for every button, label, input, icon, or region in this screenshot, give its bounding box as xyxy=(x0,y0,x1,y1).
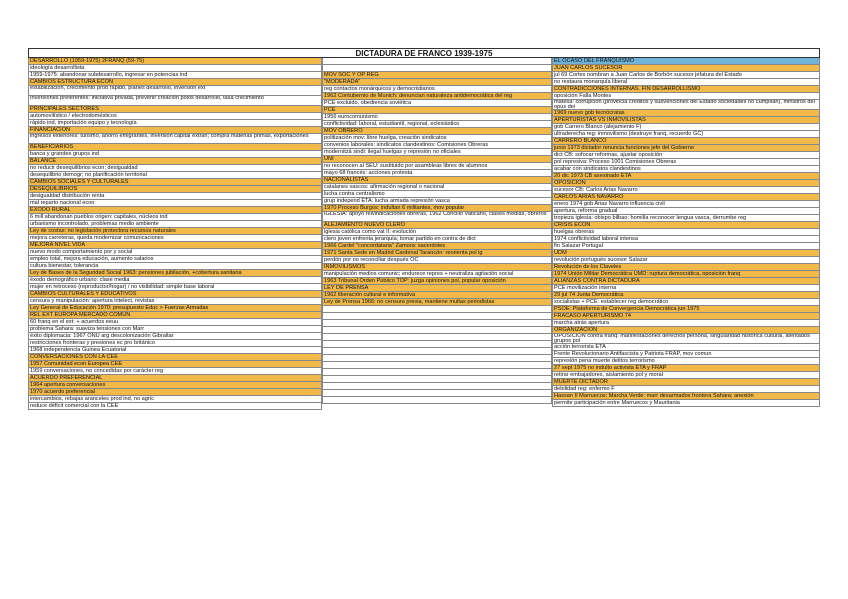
table-cell: banca y grandes grupos ind xyxy=(28,151,322,158)
table-cell: lucha contra centralismo xyxy=(322,191,552,198)
section-heading-cell: 1957 Comunidad econ Europea CEE xyxy=(28,361,322,368)
section-heading-cell: 1969 nuevo gob tecnócratas xyxy=(552,110,820,117)
table-cell: reg contactos monárquicos y democristianos xyxy=(322,86,552,93)
table-cell: manipulación medios comunic; endurece repres + neutraliza agitación social xyxy=(322,271,552,278)
section-heading-cell: CRISIS ECON xyxy=(552,222,820,229)
table-cell: ingresos exteriores: turismo, ahorro emigrantes, inversión capital extran; compra materias primas, exportaciones xyxy=(28,134,322,144)
section-heading-cell: 1962 Contubernio de Munich: denuncian naturaleza antidemocrática del reg xyxy=(322,93,552,100)
section-heading-cell: ACUERDO PREFERENCIAL xyxy=(28,375,322,382)
section-heading-cell: "MODERADA" xyxy=(322,79,552,86)
table-cell: nuevo modo comportamiento por y social xyxy=(28,249,322,256)
section-heading-cell: 1963 Tribunal Orden Público TOP: juzga opiniones pol, popular oposición xyxy=(322,278,552,285)
table-cell: censura y manipulación: apertura intelect, revistas xyxy=(28,298,322,305)
table-cell: represión pena muerte delitos terrorismo xyxy=(552,358,820,365)
table-cell: sucesor CB: Carlos Arias Navarro xyxy=(552,187,820,194)
table-cell: clero joven enfrenta jerarquía; tomar partido en contra de dict xyxy=(322,236,552,243)
table-cell: empleo total, mejora educación, aumento salarios xyxy=(28,256,322,263)
table-cell: rápido ind, importación equipo y tecnología xyxy=(28,120,322,127)
section-heading-cell: 1970 acuerdo preferencial xyxy=(28,389,322,396)
section-heading-cell: PCE xyxy=(322,107,552,114)
table-cell: enero 1974 gob Arias Navarro influencia civil xyxy=(552,201,820,208)
section-heading-cell: 1971 Santa Sede en Madrid Cardenal Tarancón: reorienta pol ig xyxy=(322,250,552,257)
section-heading-cell: EL OCASO DEL FRANQUISMO xyxy=(552,58,820,65)
section-heading-cell: 1962 liberación cultural e informativa xyxy=(322,292,552,299)
section-heading-cell: PSOE: Plataforma de Convergencia Democrática jun 1975 xyxy=(552,306,820,313)
section-heading-cell: ALIANZAS CONTRA DICTADURA xyxy=(552,278,820,285)
table-cell: jul 69 Cortes nombran a Juan Carlos de Borbón sucesor jefatura del Estado xyxy=(552,72,820,79)
section-heading-cell: PRINCIPALES SECTORES xyxy=(28,106,322,113)
table-cell: Frente Revolucionario Antifascista y Patriota FRAP, mov comun xyxy=(552,351,820,358)
section-heading-cell: DESARROLLO (1959-1975) 2FRANQ (59-75) xyxy=(28,58,322,65)
section-heading-cell: Ley de Bases de la Seguridad Social 1963: pensiones jubilación, +cobertura sanitaria xyxy=(28,270,322,277)
table-cell: tropieza iglesia: obispo bilbao: homilía reconocer lengua vasca, derrumbe reg xyxy=(552,215,820,222)
table-cell: catalanes vascos: afirmación regional o nacional xyxy=(322,184,552,191)
section-heading-cell: APERTURISTAS VS INMOVILISTAS xyxy=(552,117,820,124)
section-heading-cell: CARLOS ARIAS NAVARRO xyxy=(552,194,820,201)
table-cell: debilidad reg: enfermo F xyxy=(552,386,820,393)
table-cell: gob Carrero Blanco (alejamiento F) xyxy=(552,124,820,131)
column-oposicion xyxy=(322,58,552,404)
table-cell xyxy=(322,327,552,334)
table-cell: restricciones fronteras y presiones ec pro británico xyxy=(28,340,322,347)
section-heading-cell: 1970 Proceso Burgos: indultan 6 militantes, mov popular xyxy=(322,205,552,212)
table-cell xyxy=(322,376,552,383)
section-heading-cell: MOV OBRERO xyxy=(322,128,552,135)
table-cell xyxy=(322,397,552,404)
table-cell: no reducir desequilibrios econ; desigualdad xyxy=(28,165,322,172)
table-cell: desequilibrio demogr; no planificación territorial xyxy=(28,172,322,179)
table-cell: 1974 conflictividad laboral intensa xyxy=(552,236,820,243)
section-heading-cell: CAMBIOS ESTRUCTURA ECON xyxy=(28,79,322,86)
table-cell: 6 mill abandonan pueblos origen: capitales, núcleos ind xyxy=(28,214,322,221)
section-heading-cell: Ley de costas: no legislación protectora recursos naturales xyxy=(28,228,322,235)
section-heading-cell: CONTRADICCIONES INTERNAS. FIN DESARROLLISMO xyxy=(552,86,820,93)
section-heading-cell: 1966 Cardel "concordataria" Zamora: sacerdotes xyxy=(322,243,552,250)
section-heading-cell: 1974 Unión Militar Democrática UMD: ruptura democrática, oposición franq xyxy=(552,271,820,278)
section-heading-cell: UDM xyxy=(552,250,820,257)
column-ocaso xyxy=(552,58,820,407)
section-heading-cell: OPOSICIÓN xyxy=(552,180,820,187)
table-cell: 1968 independencia Guinea Ecuatorial xyxy=(28,347,322,354)
table-cell: mal reparto nacional econ xyxy=(28,200,322,207)
table-cell: ideología desarrollista xyxy=(28,65,322,72)
table-cell: huelgas obreras xyxy=(552,229,820,236)
section-heading-cell: CAMBIOS SOCIALES Y CULTURALES xyxy=(28,179,322,186)
table-cell: mujer en retroceso (reproductor/hogar) / no visibilidad: simple base laboral xyxy=(28,284,322,291)
table-cell: conflictividad: laboral, estudiantil, regional, eclesiástico xyxy=(322,121,552,128)
table-cell: pol represiva: Proceso 1001 Comisiones Obreras xyxy=(552,159,820,166)
section-heading-cell: 27 sept 1975 no indulto activista ETA y FRAP xyxy=(552,365,820,372)
section-heading-cell: REL EXT EUROPA MERCADO COMUN xyxy=(28,312,322,319)
table-cell: urbanismo incontrolado, problemas medio ambiente xyxy=(28,221,322,228)
section-heading-cell: FINANCIACION xyxy=(28,127,322,134)
table-cell xyxy=(322,58,552,65)
table-cell: marcha atrás apertura xyxy=(552,320,820,327)
section-heading-cell: CARRERO BLANCO xyxy=(552,138,820,145)
table-cell: éxito diplomacia: 1967 ONU arg descolonización Gibraltar xyxy=(28,333,322,340)
section-heading-cell: BENEFICIARIOS xyxy=(28,144,322,151)
table-cell: 1959-1975: abandonar subdesarrollo, ingresar en potencias ind xyxy=(28,72,322,79)
table-cell: 1959 conversaciones, no concedidas por carácter reg xyxy=(28,368,322,375)
table-cell xyxy=(322,320,552,327)
table-cell: matesa: corrupción (provincia créditos y subvenciones del Estado sociedades no cumplían), ministros del opus dei xyxy=(552,100,820,110)
table-cell xyxy=(322,341,552,348)
table-cell: PCE movilización interna xyxy=(552,285,820,292)
section-heading-cell: Revolución de los Claveles xyxy=(552,264,820,271)
section-heading-cell: JUAN CARLOS SUCESOR xyxy=(552,65,820,72)
page-title: DICTADURA DE FRANCO 1939-1975 xyxy=(28,48,820,58)
section-heading-cell: 20 dic 1973 CB asesinado ETA xyxy=(552,173,820,180)
table-cell xyxy=(322,369,552,376)
table-cell: convenios laborales: sindicatos clandestinos: Comisiones Obreras xyxy=(322,142,552,149)
table-cell: fin Salazar Portugal xyxy=(552,243,820,250)
table-cell xyxy=(322,306,552,313)
table-cell: éxodo demográfico urbano: clase media xyxy=(28,277,322,284)
section-heading-cell: 29 jul 74 Junta Democrática xyxy=(552,292,820,299)
section-heading-cell: Ley General de Educación 1970: presupuesto Educ > Fuerzas Armadas xyxy=(28,305,322,312)
section-heading-cell: MUERTE DICTADOR xyxy=(552,379,820,386)
table-cell: politización mov: libre huelga, creación sindicatos xyxy=(322,135,552,142)
table-cell: desigualdad distribución renta xyxy=(28,193,322,200)
table-cell: cultura bienestar, tolerancia xyxy=(28,263,322,270)
section-heading-cell: CONVERSACIONES CON LA CEE xyxy=(28,354,322,361)
table-cell: IGLESIA: apoyo reivindicaciones obreras, 1962 Concilio Vaticano, clases medias, obreros xyxy=(322,212,552,222)
table-cell xyxy=(322,362,552,369)
table-cell: intercambios, rebajas aranceles prod ind, no agríc xyxy=(28,396,322,403)
table-cell: mejora carreteras, queda modernizar comunicaciones xyxy=(28,235,322,242)
section-heading-cell: INMOVILISMOS xyxy=(322,264,552,271)
table-cell: retirar embajadores, aislamiento pol y moral xyxy=(552,372,820,379)
section-heading-cell: FRACASO APERTURISMO 74 xyxy=(552,313,820,320)
table-cell: 60 franq en el ext: + acuerdos eeuu xyxy=(28,319,322,326)
table-cell: permite participación entre Marruecos y Mauritania xyxy=(552,400,820,407)
column-desarrollo xyxy=(28,58,322,410)
table-cell: no restaura monarquía liberal xyxy=(552,79,820,86)
table-cell: mayo 68 francés: acciones protesta xyxy=(322,170,552,177)
section-heading-cell: MOV SOC Y OP REG xyxy=(322,72,552,79)
table-cell xyxy=(322,334,552,341)
section-heading-cell: ALEJAMIENTO NUEVO CLERO xyxy=(322,222,552,229)
section-heading-cell: CAMBIOS CULTURALES Y EDUCATIVOS xyxy=(28,291,322,298)
table-cell: estabilización, crecimiento prod rápido, planes desarrollo, inversión ext xyxy=(28,86,322,96)
section-heading-cell: EXODO RURAL xyxy=(28,207,322,214)
section-heading-cell: NACIONALISTAS xyxy=(322,177,552,184)
section-heading-cell: BALANCE xyxy=(28,158,322,165)
table-cell: grup independ ETA: lucha armada represión vasca xyxy=(322,198,552,205)
section-heading-cell: ORGANIZACIÓN xyxy=(552,327,820,334)
table-cell xyxy=(322,355,552,362)
table-cell xyxy=(322,348,552,355)
table-cell xyxy=(322,390,552,397)
table-cell xyxy=(322,313,552,320)
table-cell: reduce déficit comercial con la CEE xyxy=(28,403,322,410)
table-cell: modernitzá sindi: ilegal huelgas y represión no oficiales xyxy=(322,149,552,156)
table-cell: automovilístico / electrodomésticos xyxy=(28,113,322,120)
section-heading-cell: Ley de Prensa 1966: no censura previa, mantiene multas periodistas xyxy=(322,299,552,306)
table-cell: acción terrorista ETA xyxy=(552,344,820,351)
table-cell: ultraderecha reg: inmovilismo (destruye franq, recuerdo GC) xyxy=(552,131,820,138)
section-heading-cell: UNI xyxy=(322,156,552,163)
table-cell: iglesia católica como vat II: evolución xyxy=(322,229,552,236)
section-heading-cell: MEJORA NIVEL VIDA xyxy=(28,242,322,249)
table-cell xyxy=(322,65,552,72)
section-heading-cell: 1964 apertura conversaciones xyxy=(28,382,322,389)
table-cell: 1956 eurocomunismo xyxy=(322,114,552,121)
table-cell: no reconocen al SEU: sustituido por asambleas libres de alumnos xyxy=(322,163,552,170)
table-cell xyxy=(322,383,552,390)
table-cell: problema Sahara: suaviza tensiones con Marr xyxy=(28,326,322,333)
table-cell: OPOSICIÓN contra franq: manifestaciones derechos persona, singularidad histórica cultural, atentados grupos pol xyxy=(552,334,820,344)
section-heading-cell: junio 1973 dictador renuncia funciones jefe del Gobierno xyxy=(552,145,820,152)
table-cell: oposición Falla Montes xyxy=(552,93,820,100)
table-cell: Inversiones preferentes: iniciativa privada, prevenir creación polos desarrollo, tasa crecimiento xyxy=(28,96,322,106)
table-cell: revolución portugués sucesor Salazar xyxy=(552,257,820,264)
table-cell: apertura, reforma gradual xyxy=(552,208,820,215)
section-heading-cell: LEY DE PRENSA xyxy=(322,285,552,292)
section-heading-cell: DESEQUILIBRIOS xyxy=(28,186,322,193)
section-heading-cell: Hassan II Marruecos: Marcha Verde: marr desarmados frontera Sahara; anexión xyxy=(552,393,820,400)
table-cell: PCE excluido, obediencia soviética xyxy=(322,100,552,107)
table-cell: socialistas + PCE: establecer reg democrático xyxy=(552,299,820,306)
table-cell: perdón por no reconciliar después OC xyxy=(322,257,552,264)
table-cell: acabar con sindicatos clandestinos xyxy=(552,166,820,173)
table-cell: dict CB: sofocar reformas, ajustar oposición xyxy=(552,152,820,159)
